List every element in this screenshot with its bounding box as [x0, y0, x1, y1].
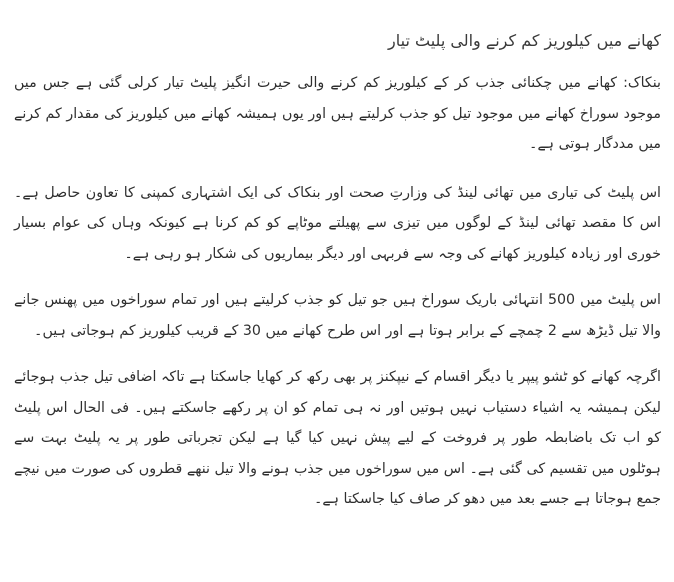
paragraph-4: اگرچہ کھانے کو ٹشو پیپر یا دیگر اقسام کے نیپکنز پر بھی رکھ کر کھایا جاسکتا ہے تاکہ اضافی تیل جذب ہوجائے لیکن ہمیشہ یہ اشیاء دستیاب نہیں ہوتیں اور نہ ہی تمام کو ان پر رکھے جاسکتے ہیں۔ فی الحال اس پلیٹ کو اب تک باضابطہ طور پر فروخت کے لیے پیش نہیں کیا گیا ہے لیکن تجرباتی طور پر یہ پلیٹ بہت سے ہوٹلوں میں تقسیم کی گئی ہے۔ اس میں سوراخوں میں جذب ہونے والا تیل ننھے قطروں کی صورت میں نیچے جمع ہوجاتا ہے جسے بعد میں دھو کر صاف کیا جاسکتا ہے۔: [14, 369, 661, 507]
paragraph-3: اس پلیٹ میں 500 انتہائی باریک سوراخ ہیں جو تیل کو جذب کرلیتے ہیں اور تمام سوراخوں میں پھنس جانے والا تیل ڈیڑھ سے 2 چمچے کے برابر ہوتا ہے اور اس طرح کھانے میں 30 کے قریب کیلوریز کم ہوجاتی ہیں۔: [14, 292, 661, 339]
paragraph-2: اس پلیٹ کی تیاری میں تھائی لینڈ کی وزارتِ صحت اور بنکاک کی ایک اشتہاری کمپنی کا تعاون حاصل ہے۔ اس کا مقصد تھائی لینڈ کے لوگوں میں تیزی سے پھیلتے موٹاپے کو کم کرنا ہے کیونکہ وہاں کی عوام بسیار خوری اور زیادہ کیلوریز کھانے کی وجہ سے فربہی اور دیگر بیماریوں کی شکار ہو رہی ہے۔: [14, 184, 661, 262]
news-article: [14, 6, 661, 531]
article-title: کھانے میں کیلوریز کم کرنے والی پلیٹ تیار: [388, 31, 661, 50]
paragraph-1: بنکاک: کھانے میں چکنائی جذب کر کے کیلوریز کم کرنے والی حیرت انگیز پلیٹ تیار کرلی گئی ہے جس میں موجود سوراخ کھانے میں موجود تیل کو جذب کرلیتے ہیں اور یوں ہمیشہ کھانے میں کیلوریز کی مقدار کم کرنے میں مددگار ہوتی ہے۔: [14, 75, 661, 152]
